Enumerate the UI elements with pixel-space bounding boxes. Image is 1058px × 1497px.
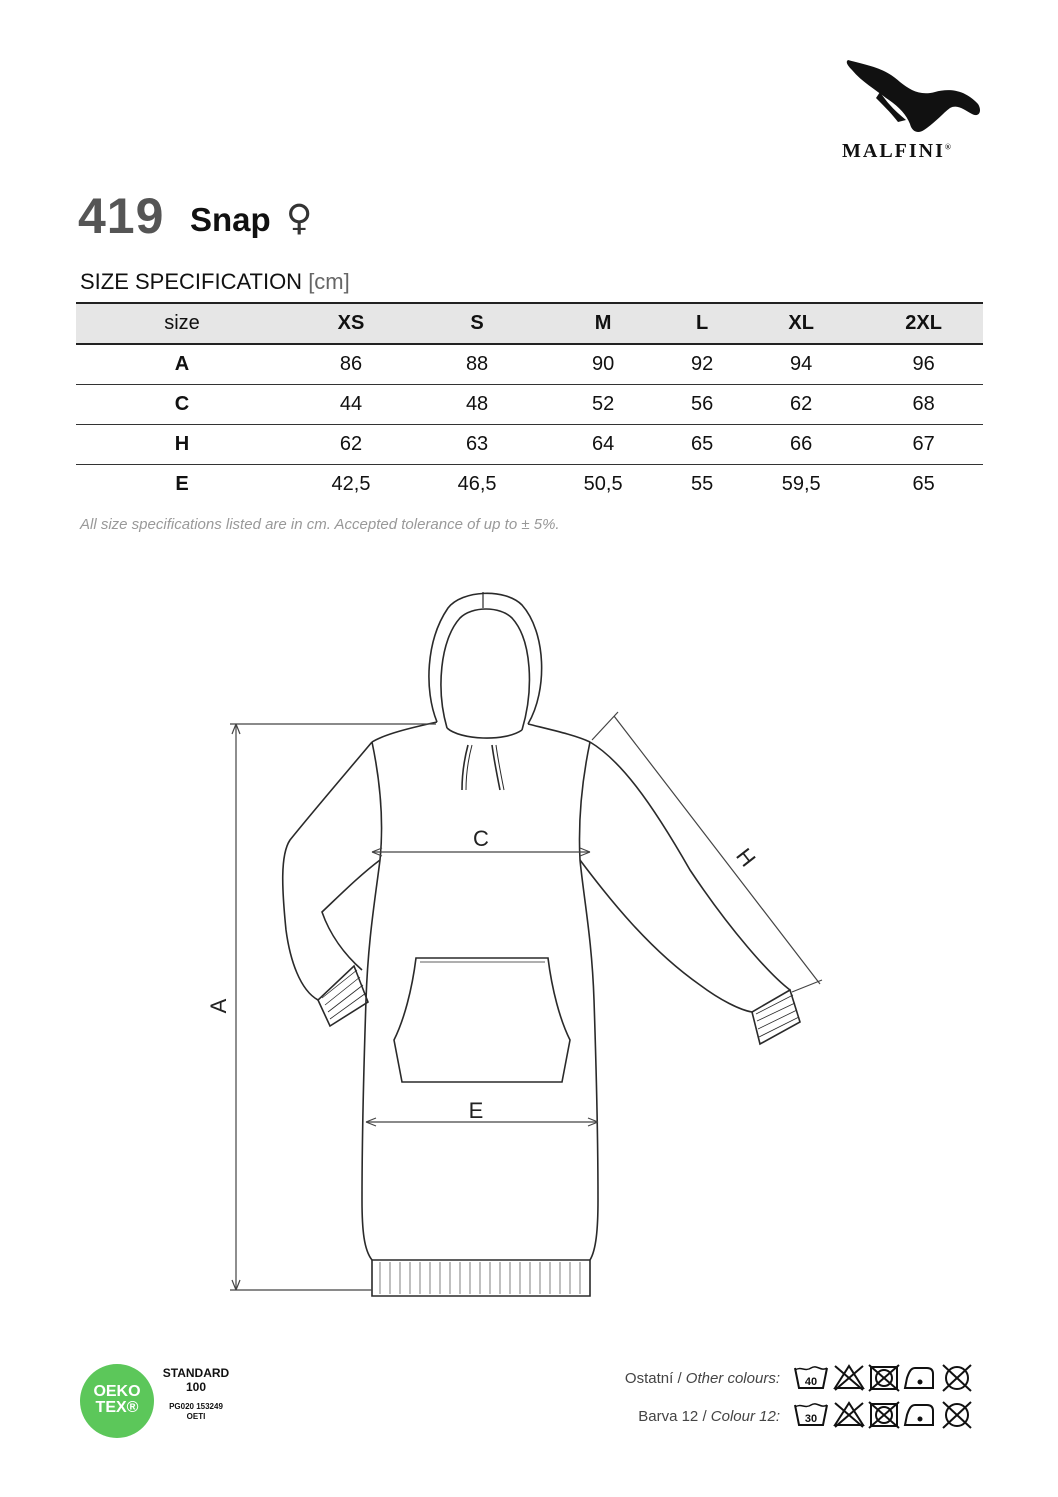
sleeve-right-outer <box>590 742 790 990</box>
table-cell: 65 <box>912 473 935 495</box>
oeko-tex-badge <box>80 1364 154 1438</box>
product-code: 419 <box>78 188 165 244</box>
row-label: E <box>175 473 189 495</box>
body-side-left <box>362 742 382 1260</box>
care-label-other-colours: Ostatní / Other colours: <box>624 1370 780 1387</box>
table-cell: 66 <box>738 425 864 465</box>
svg-text:30: 30 <box>804 1413 818 1425</box>
care-label-colour-12: Barva 12 / Colour 12: <box>638 1408 780 1425</box>
hem-band <box>372 1260 590 1296</box>
product-name: Snap <box>190 201 271 238</box>
table-row <box>76 385 983 425</box>
table-cell: 90 <box>540 344 666 385</box>
table-cell: 64 <box>540 425 666 465</box>
wash-30-icon <box>795 1404 827 1425</box>
oeko-text: OEKO <box>93 1383 141 1400</box>
table-cell: 59,5 <box>781 473 821 495</box>
table-cell: 67 <box>864 425 983 465</box>
table-cell: 63 <box>414 425 540 465</box>
header-cell: M <box>540 303 666 344</box>
label-c: C <box>473 826 489 851</box>
header-cell: XS <box>288 303 414 344</box>
care-icons-colour-12 <box>793 1401 985 1429</box>
no-tumble-dry-icon <box>869 1365 899 1391</box>
table-cell: 96 <box>864 344 983 385</box>
label-e: E <box>468 1098 484 1123</box>
cuff-left <box>318 966 368 1026</box>
table-cell: 46,5 <box>457 473 497 495</box>
table-cell: 62 <box>288 425 414 465</box>
body-side-right <box>579 742 598 1260</box>
table-cell: 50,5 <box>583 473 623 495</box>
header-cell: L <box>666 303 738 344</box>
table-cell: 52 <box>540 385 666 425</box>
svg-text:40: 40 <box>804 1376 818 1388</box>
hood-outline <box>429 593 542 724</box>
sleeve-left-inner <box>322 860 380 970</box>
iron-low-icon <box>905 1405 933 1425</box>
hood-inner <box>441 609 529 730</box>
table-cell: 68 <box>864 385 983 425</box>
table-cell: 88 <box>414 344 540 385</box>
table-cell: 42,5 <box>331 473 371 495</box>
care-icons-other <box>793 1364 985 1392</box>
table-cell: 86 <box>288 344 414 385</box>
kangaroo-pocket <box>394 958 570 1082</box>
table-row <box>76 425 983 465</box>
table-cell: 44 <box>288 385 414 425</box>
no-dry-clean-icon <box>943 1365 971 1391</box>
brand-name: MALFINI® <box>842 140 953 162</box>
table-header-row <box>76 303 983 344</box>
cuff-right <box>752 990 800 1044</box>
eagle-logo <box>840 52 985 137</box>
sleeve-right-inner <box>580 860 752 1012</box>
no-bleach-icon <box>835 1403 863 1427</box>
label-h: H <box>731 843 761 872</box>
dimension-h <box>592 712 822 992</box>
hoodie-dress-diagram <box>200 580 840 1310</box>
spec-heading: SIZE SPECIFICATION [cm] <box>80 269 350 294</box>
iron-low-icon <box>905 1368 933 1388</box>
row-label: C <box>76 385 288 425</box>
table-cell: 62 <box>738 385 864 425</box>
size-table <box>76 302 983 504</box>
certificate-number: PG020 153249 OETI <box>169 1402 223 1421</box>
label-a: A <box>206 998 231 1014</box>
no-tumble-dry-icon <box>869 1402 899 1428</box>
spec-unit: [cm] <box>308 269 350 294</box>
table-cell: 92 <box>666 344 738 385</box>
body-shoulder-right <box>528 724 590 742</box>
no-dry-clean-icon <box>943 1402 971 1428</box>
tex-text: TEX® <box>95 1399 139 1416</box>
table-cell: 65 <box>666 425 738 465</box>
no-bleach-icon <box>835 1366 863 1390</box>
wash-40-icon <box>795 1367 827 1388</box>
table-cell: 55 <box>691 473 714 495</box>
table-row <box>76 344 983 385</box>
header-cell: XL <box>738 303 864 344</box>
tolerance-note: All size specifications listed are in cm. Accepted tolerance of up to ± 5%. <box>80 516 560 533</box>
header-cell: S <box>414 303 540 344</box>
table-cell: 94 <box>738 344 864 385</box>
row-label: H <box>76 425 288 465</box>
standard-100-label: STANDARD 100 <box>162 1366 230 1394</box>
header-cell: 2XL <box>864 303 983 344</box>
header-cell: size <box>76 303 288 344</box>
female-symbol-icon: ♀ <box>286 198 313 239</box>
dimension-a <box>230 724 436 1290</box>
sleeve-left-outer <box>283 742 372 1000</box>
row-label: A <box>76 344 288 385</box>
table-cell: 56 <box>666 385 738 425</box>
drawstring-right <box>492 745 500 790</box>
table-cell: 48 <box>414 385 540 425</box>
table-row <box>76 465 983 505</box>
body-shoulder-left <box>372 722 437 742</box>
